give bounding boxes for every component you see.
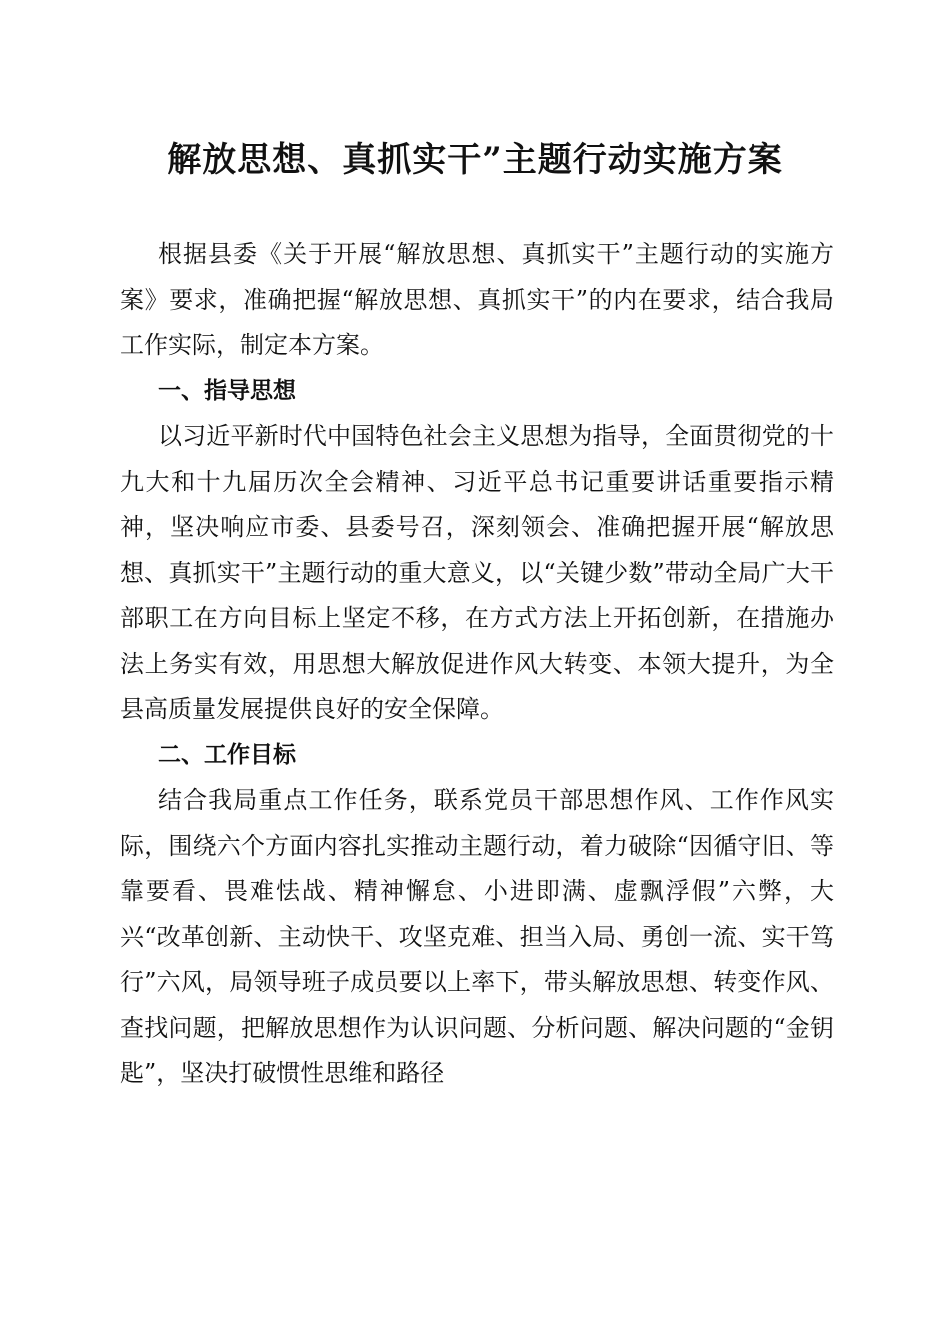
section-paragraph-work-goals: 结合我局重点工作任务，联系党员干部思想作风、工作作风实际，围绕六个方面内容扎实推动主题行动，着力破除“因循守旧、等靠要看、畏难怯战、精神懈怠、小进即满、虚飘浮假”六弊，大兴“改革创新、主动快干、攻坚克难、担当入局、勇创一流、实干笃行”六风，局领导班子成员要以上率下，带头解放思想、转变作风、查找问题，把解放思想作为认识问题、分析问题、解决问题的“金钥匙”，坚决打破惯性思维和路径 bbox=[120, 786, 834, 1087]
document-body bbox=[120, 232, 834, 1097]
section-heading-guiding-ideology: 一、指导思想 bbox=[158, 377, 296, 404]
intro-paragraph: 根据县委《关于开展“解放思想、真抓实干”主题行动的实施方案》要求，准确把握“解放思想、真抓实干”的内在要求，结合我局工作实际，制定本方案。 bbox=[120, 240, 834, 359]
document-title: 解放思想、真抓实干”主题行动实施方案 bbox=[167, 140, 783, 180]
section-paragraph-guiding-ideology: 以习近平新时代中国特色社会主义思想为指导，全面贯彻党的十九大和十九届历次全会精神、习近平总书记重要讲话重要指示精神，坚决响应市委、县委号召，深刻领会、准确把握开展“解放思想、真抓实干”主题行动的重大意义，以“关键少数”带动全局广大干部职工在方向目标上坚定不移，在方式方法上开拓创新，在措施办法上务实有效，用思想大解放促进作风大转变、本领大提升，为全县高质量发展提供良好的安全保障。 bbox=[120, 422, 834, 723]
section-heading-work-goals: 二、工作目标 bbox=[158, 741, 296, 768]
